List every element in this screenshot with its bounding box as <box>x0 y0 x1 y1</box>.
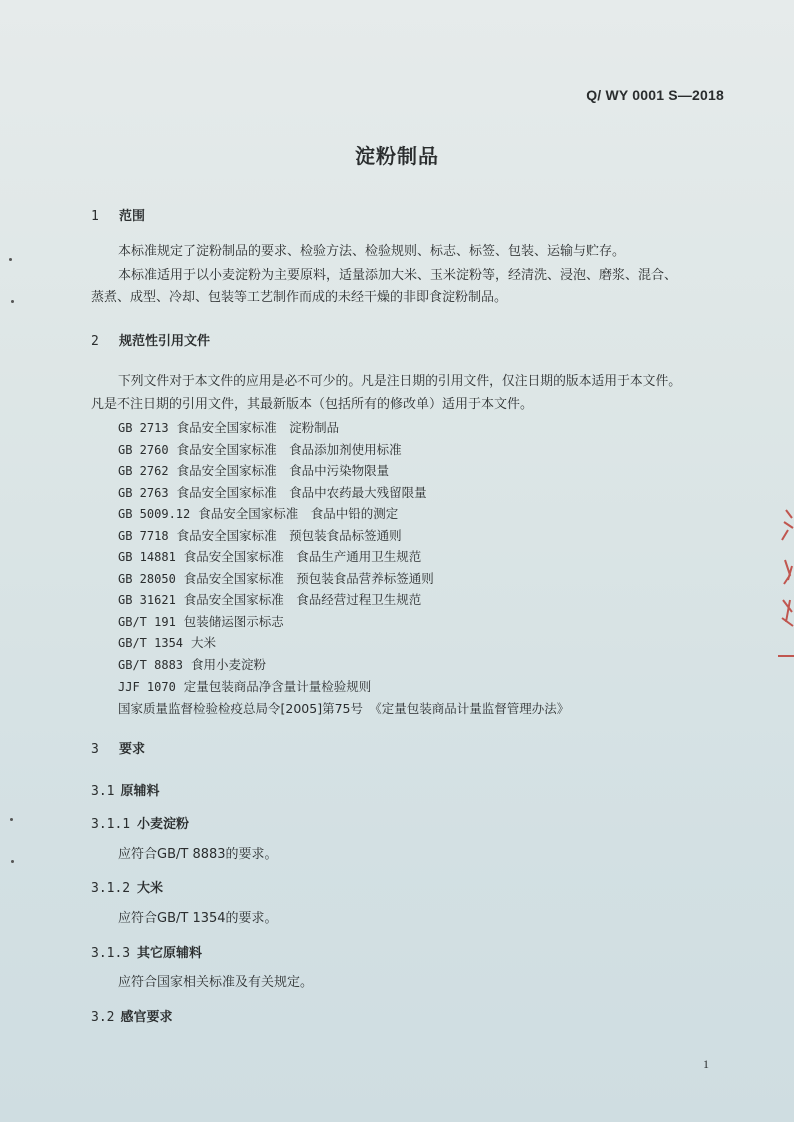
scan-speck <box>10 818 13 821</box>
reference-item: GB/T 1354 大米 <box>118 635 217 650</box>
section-3-1-1-heading: 3.1.1 小麦淀粉 <box>91 817 190 832</box>
red-stamp-edge <box>768 500 794 670</box>
section-2-intro-line-2: 凡是不注日期的引用文件，其最新版本（包括所有的修改单）适用于本文件。 <box>91 397 534 412</box>
reference-item: GB 28050 食品安全国家标准 预包装食品营养标签通则 <box>118 571 434 586</box>
section-3-heading <box>91 738 145 757</box>
section-1-number: 1 <box>91 209 99 224</box>
section-3-1-heading: 3.1 原辅料 <box>91 784 160 799</box>
section-1-paragraph-1: 本标准规定了淀粉制品的要求、检验方法、检验规则、标志、标签、包装、运输与贮存。 <box>118 244 626 259</box>
standard-code: Q/ WY 0001 S—2018 <box>586 87 724 103</box>
section-2-title: 规范性引用文件 <box>119 334 211 349</box>
section-3-1-3-text: 应符合国家相关标准及有关规定。 <box>118 975 314 990</box>
page-number: 1 <box>703 1057 709 1071</box>
section-2-heading <box>91 330 210 349</box>
section-2-number: 2 <box>91 334 99 349</box>
reference-item: GB 2713 食品安全国家标准 淀粉制品 <box>118 420 340 435</box>
section-3-1-3-heading: 3.1.3 其它原辅料 <box>91 946 203 961</box>
reference-item: JJF 1070 定量包装商品净含量计量检验规则 <box>118 679 372 694</box>
section-3-1-1-text: 应符合GB/T 8883的要求。 <box>118 847 278 862</box>
section-3-2-heading: 3.2 感官要求 <box>91 1010 173 1025</box>
scan-speck <box>11 300 14 303</box>
reference-item: GB 31621 食品安全国家标准 食品经营过程卫生规范 <box>118 592 422 607</box>
reference-item: GB/T 8883 食用小麦淀粉 <box>118 657 267 672</box>
reference-item: 国家质量监督检验检疫总局令[2005]第75号 《定量包装商品计量监督管理办法》 <box>118 701 570 716</box>
section-3-title: 要求 <box>119 742 146 757</box>
section-3-1-2-text: 应符合GB/T 1354的要求。 <box>118 911 278 926</box>
section-1-heading <box>91 205 145 224</box>
section-1-title: 范围 <box>119 209 146 224</box>
scan-speck <box>11 860 14 863</box>
reference-item: GB 2763 食品安全国家标准 食品中农药最大残留限量 <box>118 485 427 500</box>
reference-item: GB 2762 食品安全国家标准 食品中污染物限量 <box>118 463 390 478</box>
reference-item: GB/T 191 包装储运图示标志 <box>118 614 284 629</box>
reference-item: GB 7718 食品安全国家标准 预包装食品标签通则 <box>118 528 402 543</box>
document-title: 淀粉制品 <box>355 144 439 168</box>
section-3-1-2-heading: 3.1.2 大米 <box>91 881 164 896</box>
section-1-paragraph-2-line-2: 蒸煮、成型、冷却、包装等工艺制作而成的未经干燥的非即食淀粉制品。 <box>91 290 508 305</box>
reference-item: GB 5009.12 食品安全国家标准 食品中铅的测定 <box>118 506 399 521</box>
scan-speck <box>9 258 12 261</box>
section-1-paragraph-2-line-1: 本标准适用于以小麦淀粉为主要原料，适量添加大米、玉米淀粉等，经清洗、浸泡、磨浆、混合、 <box>118 268 678 283</box>
section-2-intro-line-1: 下列文件对于本文件的应用是必不可少的。凡是注日期的引用文件，仅注日期的版本适用于本文件。 <box>118 374 682 389</box>
section-3-number: 3 <box>91 742 99 757</box>
reference-item: GB 14881 食品安全国家标准 食品生产通用卫生规范 <box>118 549 422 564</box>
reference-item: GB 2760 食品安全国家标准 食品添加剂使用标准 <box>118 442 402 457</box>
